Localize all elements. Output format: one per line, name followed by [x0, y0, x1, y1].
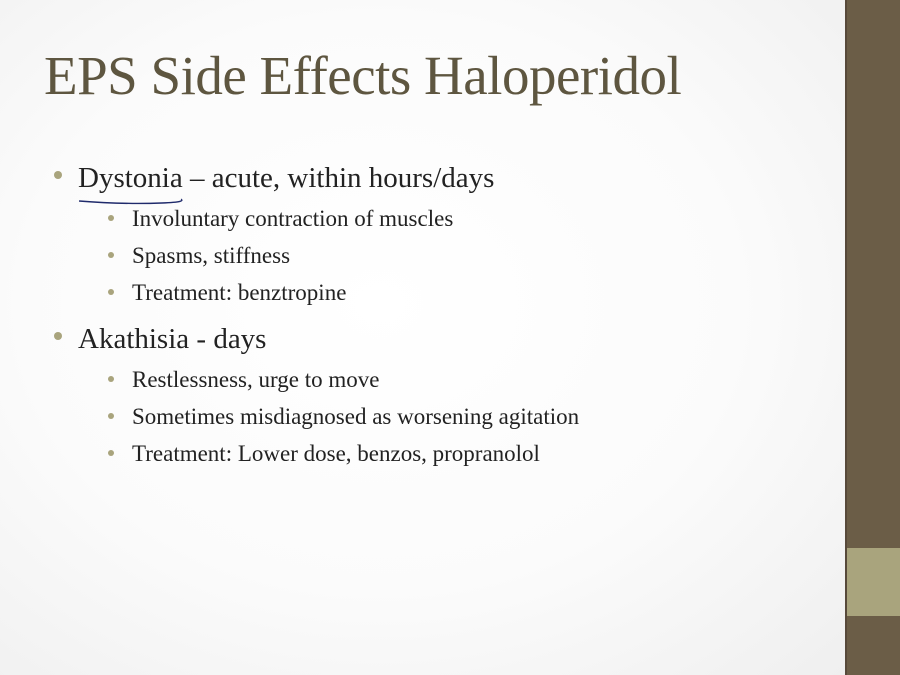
sub-bullet-text: Treatment: benztropine	[132, 280, 347, 305]
slide-title: EPS Side Effects Haloperidol	[44, 45, 682, 106]
sub-bullet-dot	[108, 413, 114, 419]
sub-bullet-dot	[108, 289, 114, 295]
sub-bullet-item	[108, 361, 834, 398]
sub-bullet-dot	[108, 252, 114, 258]
bullet-item-akathisia	[54, 317, 834, 472]
bullet-dot	[54, 332, 62, 340]
sub-bullet-item	[108, 398, 834, 435]
bullet-dot	[54, 171, 62, 179]
sub-bullet-dot	[108, 215, 114, 221]
bullet-list	[54, 156, 834, 478]
sub-bullet-text: Involuntary contraction of muscles	[132, 206, 454, 231]
sub-bullet-dot	[108, 450, 114, 456]
sub-bullet-text: Restlessness, urge to move	[132, 367, 380, 392]
handwritten-underline-term	[78, 156, 183, 200]
sub-bullet-item	[108, 274, 834, 311]
decorative-side-bar	[845, 0, 900, 675]
sub-bullet-item	[108, 237, 834, 274]
item-description: – acute, within hours/days	[182, 162, 495, 194]
sub-bullet-text: Treatment: Lower dose, benzos, propranolol	[132, 441, 540, 466]
bullet-item-dystonia	[54, 156, 834, 311]
sub-bullet-text: Sometimes misdiagnosed as worsening agitation	[132, 404, 580, 429]
sub-bullet-text: Spasms, stiffness	[132, 243, 291, 268]
decorative-side-accent	[847, 548, 900, 616]
sub-bullet-dot	[108, 376, 114, 382]
term-akathisia: Akathisia	[78, 323, 190, 355]
term-dystonia: Dystonia	[78, 162, 183, 194]
item-description: - days	[189, 323, 267, 355]
sub-bullet-item	[108, 435, 834, 472]
sub-bullet-item	[108, 200, 834, 237]
